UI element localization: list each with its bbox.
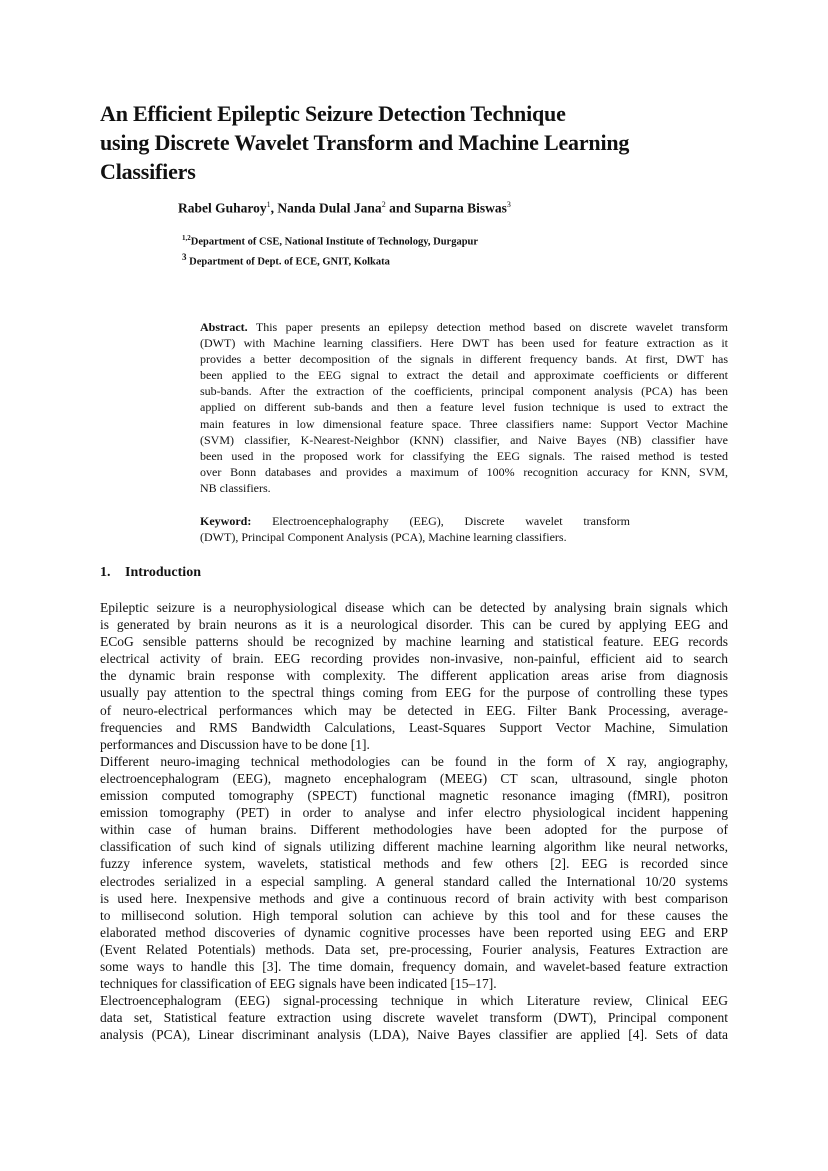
affiliation-text: Department of CSE, National Institute of Technology, Durgapur — [190, 236, 479, 248]
author-affiliation-mark: 3 — [506, 200, 511, 209]
affiliation — [182, 234, 478, 248]
body-line: is generated by brain neurons as it is a neurological disorder. This can be cured by applying EEG and — [100, 617, 728, 633]
body-line: electrodes serialized in a especial sampling. A general standard called the International 10/20 systems — [100, 873, 728, 889]
keywords — [200, 513, 630, 545]
body-line: performances and Discussion have to be done [1]. — [100, 736, 370, 752]
body-line: usually pay attention to the spectral things coming from EEG for the purpose of controlling these types — [100, 685, 728, 701]
abstract-line: been used in the proposed work for classifying the EEG signals. The raised method is tested — [200, 448, 728, 463]
section-title: Introduction — [125, 565, 201, 580]
body-line: classification of such kind of signals utilizing different machine learning algorithm like neural networks, — [100, 839, 728, 855]
paper-title — [100, 99, 740, 186]
author-separator: , — [270, 200, 278, 216]
author-list — [178, 200, 511, 217]
body-line: emission computed tomography (SPECT) functional magnetic resonance imaging (fMRI), positron — [100, 788, 728, 804]
abstract-line: main features in low dimensional feature space. Three classifiers name: Support Vector Machine — [200, 416, 728, 431]
author-affiliation-mark: 1 — [266, 200, 271, 209]
body-line: is used here. Inexpensive methods and give a continuous record of brain activity with best comparison — [100, 890, 728, 906]
keyword-label: Keyword: — [200, 514, 252, 528]
abstract-line: been applied to the EEG signal to extract the detail and approximate coefficients or different — [200, 368, 728, 383]
section-number: 1. — [100, 565, 111, 580]
author-separator: and — [385, 200, 415, 216]
body-line: Electroencephalogram (EEG) signal-processing technique in which Literature review, Clinical EEG — [100, 993, 728, 1009]
body-line: electrical activity of brain. EEG recording provides non-invasive, non-painful, efficient aid to search — [100, 651, 728, 667]
body-line: frequencies and RMS Bandwidth Calculations, Least-Squares Support Vector Machine, Simulation — [100, 719, 728, 735]
abstract-line: over Bonn databases and provides a maximum of 100% recognition accuracy for KNN, SVM, — [200, 464, 728, 479]
abstract-line: (SVM) classifier, K-Nearest-Neighbor (KNN) classifier, and Naive Bayes (NB) classifier have — [200, 432, 728, 447]
abstract — [200, 319, 728, 496]
body-line: ECoG sensible patterns should be recognized by machine learning and statistical feature. EEG records — [100, 634, 728, 650]
author-name: Suparna Biswas — [414, 200, 507, 216]
abstract-line: applied on different sub-bands and then a feature level fusion technique is used to extract the — [200, 400, 728, 415]
body-line: to millisecond solution. High temporal solution can achieve by this tool and for these causes the — [100, 907, 728, 923]
title-line: An Efficient Epileptic Seizure Detection Technique — [100, 101, 566, 126]
keyword-text: Electroencephalography (EEG), Discrete wavelet transform — [251, 514, 630, 528]
body-line: Epileptic seizure is a neurophysiological disease which can be detected by analysing brain signals which — [100, 600, 728, 615]
author-name: Nanda Dulal Jana — [277, 200, 382, 216]
abstract-line: sub-bands. After the extraction of the coefficients, principal component analysis (PCA) has been — [200, 384, 728, 399]
abstract-label: Abstract. — [200, 320, 248, 334]
title-line: Classifiers — [100, 159, 196, 184]
body-line: the dynamic brain response with complexity. The different application areas arise from diagnosis — [100, 668, 728, 684]
author-affiliation-mark: 2 — [381, 200, 386, 209]
body-line: analysis (PCA), Linear discriminant analysis (LDA), Naive Bayes classifier are applied [4]. Sets of data — [100, 1027, 728, 1043]
body-text — [100, 599, 728, 1043]
body-line: data set, Statistical feature extraction using discrete wavelet transform (DWT), Principal component — [100, 1010, 728, 1026]
body-line: some ways to handle this [3]. The time domain, frequency domain, and wavelet-based feature extraction — [100, 958, 728, 974]
body-line: emission tomography (PET) in order to analyse and infer electro physiological incident happening — [100, 805, 728, 821]
keyword-line: (DWT), Principal Component Analysis (PCA), Machine learning classifiers. — [200, 530, 567, 545]
abstract-line: provides a better decomposition of the signals in different frequency bands. At first, DWT has — [200, 352, 728, 367]
body-line: of neuro-electrical performances which may be detected in EEG. Filter Bank Processing, average- — [100, 702, 728, 718]
abstract-line: (DWT) with Machine learning classifiers. Here DWT has been used for feature extraction as it — [200, 336, 728, 351]
author-name: Rabel Guharoy — [178, 200, 267, 216]
section-heading — [100, 565, 201, 581]
affiliation-mark: 3 — [182, 252, 187, 262]
body-line: techniques for classification of EEG signals have been indicated [15–17]. — [100, 976, 497, 992]
title-line: using Discrete Wavelet Transform and Machine Learning — [100, 130, 630, 155]
abstract-text: This paper presents an epilepsy detection method based on discrete wavelet transform — [247, 320, 728, 334]
body-line: Different neuro-imaging technical methodologies can be found in the form of X ray, angiography, — [100, 753, 728, 769]
keyword-line — [200, 513, 630, 529]
affiliation-mark: 1,2 — [182, 234, 191, 242]
body-line: electroencephalogram (EEG), magneto encephalogram (MEEG) CT scan, ultrasound, single photon — [100, 770, 728, 786]
body-line: within case of human brains. Different methodologies have been adopted for the purpose of — [100, 822, 728, 838]
body-line: (Event Related Potentials) methods. Data set, pre-processing, Fourier analysis, Features Extraction are — [100, 941, 728, 957]
body-line: fuzzy inference system, wavelets, statistical methods and few others [2]. EEG is recorded since — [100, 856, 728, 872]
abstract-line — [200, 319, 728, 335]
abstract-line: NB classifiers. — [200, 480, 271, 495]
affiliation — [182, 252, 390, 268]
affiliation-text: Department of Dept. of ECE, GNIT, Kolkata — [189, 256, 390, 268]
body-line: elaborated method discoveries of dynamic cognitive processes have been reported using EEG and ERP — [100, 924, 728, 940]
